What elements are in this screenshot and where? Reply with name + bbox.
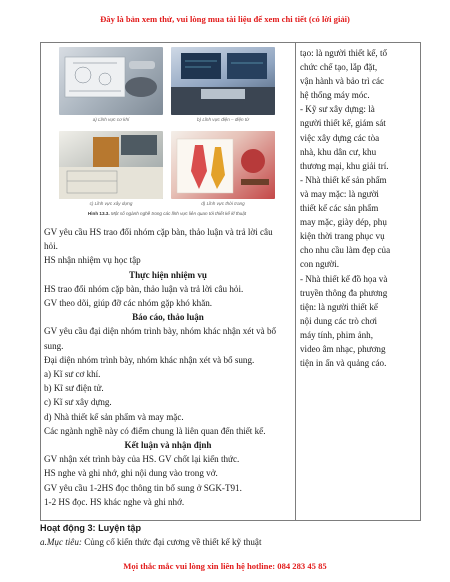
text-line: - Nhà thiết kế đồ họa và bbox=[300, 273, 388, 284]
product-column bbox=[300, 46, 418, 370]
text-line: tiện: là người thiết kế bbox=[300, 301, 378, 312]
text-line: d) Nhà thiết kế sản phẩm và may mặc. bbox=[44, 411, 184, 422]
text-line: tạo: là người thiết kế, tổ bbox=[300, 48, 388, 58]
figure-image-electronics bbox=[171, 47, 275, 115]
text-line: nhà, khu dân cư, khu bbox=[300, 146, 377, 157]
text-line: sung. bbox=[44, 340, 64, 351]
text-line: truyền thông đa phương bbox=[300, 287, 388, 298]
column-divider bbox=[295, 43, 296, 520]
activity-column bbox=[44, 45, 292, 509]
text-line: máy tính, phim ảnh, bbox=[300, 329, 373, 340]
text-line: con người. bbox=[300, 259, 340, 270]
heading-thuc-hien: Thực hiện nhiệm vụ bbox=[129, 269, 207, 280]
text-line: c) Kĩ sư xây dựng. bbox=[44, 397, 112, 408]
text-line: 1-2 HS đọc. HS khác nghe và ghi nhớ. bbox=[44, 496, 185, 507]
text-line: HS trao đổi nhóm cặp bàn, thảo luận và trả lời câu hỏi. bbox=[44, 283, 244, 294]
heading-ket-luan: Kết luận và nhận định bbox=[124, 440, 212, 451]
text-line: kiện thời trang phục vụ bbox=[300, 231, 385, 242]
text-line: vận hành và bảo trì các bbox=[300, 76, 385, 87]
figure-image-construction bbox=[59, 131, 163, 199]
activity-3-section bbox=[40, 521, 421, 549]
text-line: GV yêu cầu HS trao đổi nhóm cặp bàn, thảo luận và trả lời câu bbox=[44, 227, 273, 237]
task-assignment bbox=[44, 225, 292, 268]
text-line: việc xây dựng các tòa bbox=[300, 132, 380, 143]
text-line: nội dung các trò chơi bbox=[300, 315, 378, 326]
text-line: tiện in ấn và quảng cáo. bbox=[300, 358, 387, 369]
figure-image-mechanical bbox=[59, 47, 163, 115]
caption-fashion: d) Lĩnh vực thời trang bbox=[201, 201, 245, 206]
hotline-banner: Mọi thắc mắc vui lòng xin liên hệ hotline: 084 283 45 85 bbox=[123, 561, 327, 571]
caption-mechanical: a) Lĩnh vực cơ khí bbox=[92, 117, 130, 122]
text-line: cho nhu cầu làm đẹp của bbox=[300, 245, 391, 256]
text-line: thiết kế các sản phẩm bbox=[300, 203, 379, 214]
text-line: hệ thống máy móc. bbox=[300, 90, 370, 101]
objective-label: a.Mục tiêu: bbox=[40, 537, 82, 547]
text-line: GV yêu cầu 1-2HS đọc thông tin bổ sung ở SGK-T91. bbox=[44, 482, 242, 493]
text-line: - Nhà thiết kế sản phẩm bbox=[300, 174, 387, 185]
text-line: hỏi. bbox=[44, 241, 58, 252]
text-line: may mặc, giày dép, phụ bbox=[300, 217, 387, 228]
text-line: người thiết kế, giám sát bbox=[300, 118, 386, 129]
caption-electronics: b) Lĩnh vực điện – điện tử bbox=[196, 117, 250, 122]
text-line: GV theo dõi, giúp đỡ các nhóm gặp khó khăn. bbox=[44, 298, 213, 309]
text-line: và may mặc: là người bbox=[300, 188, 379, 199]
heading-bao-cao: Báo cáo, thảo luận bbox=[132, 312, 204, 323]
text-line: - Kỹ sư xây dựng: là bbox=[300, 104, 375, 115]
activity-3-heading: Hoạt động 3: Luyện tập bbox=[40, 523, 142, 533]
preview-banner: Đây là bản xem thử, vui lòng mua tài liệu để xem chi tiết (có lời giải) bbox=[100, 14, 350, 24]
text-line: b) Kĩ sư điện tử. bbox=[44, 383, 104, 394]
text-line: GV yêu cầu đại diện nhóm trình bày, nhóm khác nhận xét và bổ bbox=[44, 326, 277, 337]
text-line: Các ngành nghề này có điểm chung là liên quan đến thiết kế. bbox=[44, 425, 266, 436]
objective-line bbox=[40, 535, 421, 549]
text-line: thương mại, khu giải trí. bbox=[300, 160, 389, 171]
text-line: video âm nhạc, phương bbox=[300, 343, 386, 354]
figure-caption-text: Một số ngành nghề trong các lĩnh vực liên quan tới thiết kế kĩ thuật bbox=[110, 211, 247, 216]
figure-caption bbox=[57, 211, 277, 216]
text-line: GV nhận xét trình bày của HS. GV chốt lại kiến thức. bbox=[44, 454, 240, 465]
figure-image-fashion bbox=[171, 131, 275, 199]
text-line: chức chế tạo, lắp đặt, bbox=[300, 62, 378, 73]
caption-construction: c) Lĩnh vực xây dựng bbox=[89, 201, 133, 206]
figure-13-3 bbox=[57, 47, 277, 221]
text-line: a) Kĩ sư cơ khí. bbox=[44, 369, 101, 380]
figure-label: Hình 13.3. bbox=[87, 211, 110, 216]
text-line: Đại diện nhóm trình bày, nhóm khác nhận xét và bổ sung. bbox=[44, 354, 255, 365]
objective-text: Củng cố kiến thức đại cương về thiết kế kỹ thuật bbox=[81, 537, 262, 547]
text-line: HS nhận nhiệm vụ học tập bbox=[44, 255, 141, 266]
text-line: HS nghe và ghi nhớ, ghi nội dung vào trong vở. bbox=[44, 468, 218, 479]
lesson-table bbox=[40, 42, 421, 521]
